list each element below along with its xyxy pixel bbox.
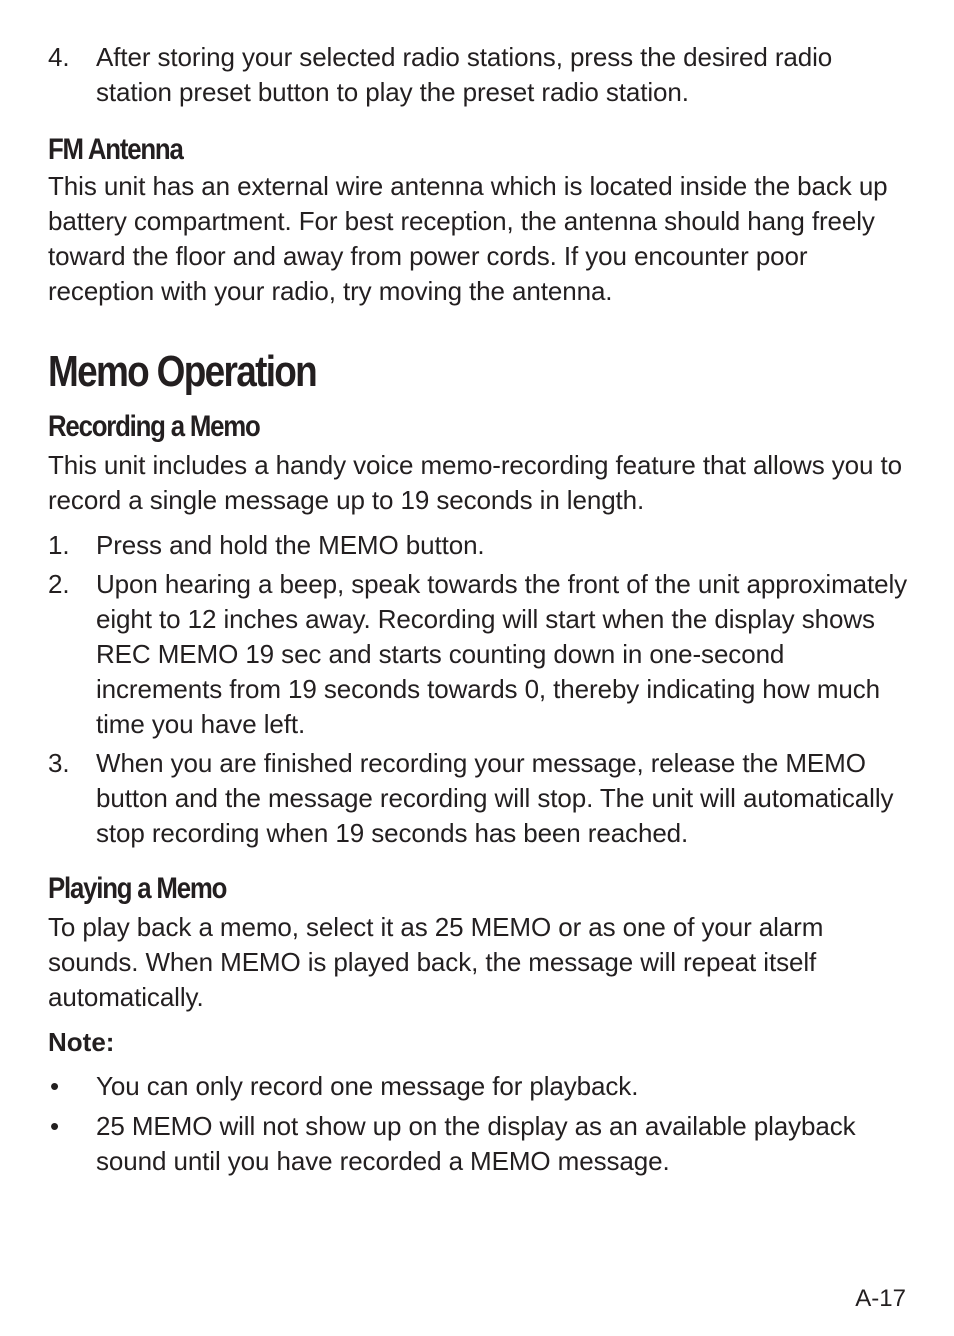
note-text: You can only record one message for playback.	[96, 1071, 639, 1101]
step-number: 3.	[48, 748, 70, 778]
list-item	[48, 40, 908, 110]
bullet-icon: •	[50, 1111, 60, 1141]
step-text: When you are finished recording your message, release the MEMO button and the message recording will stop. The unit will automatically stop recording when 19 seconds has been reached.	[96, 748, 894, 848]
recording-memo-heading: Recording a Memo	[48, 410, 260, 443]
step-number: 2.	[48, 569, 70, 599]
step-text: Press and hold the MEMO button.	[96, 530, 485, 560]
bullet-icon: •	[50, 1071, 60, 1101]
intro-step-list	[48, 40, 908, 110]
memo-operation-heading: Memo Operation	[48, 347, 317, 396]
page-number: A-17	[855, 1285, 906, 1312]
recording-step-list	[48, 528, 908, 851]
playing-memo-body: To play back a memo, select it as 25 MEMO or as one of your alarm sounds. When MEMO is played back, the message will repeat itself automatically.	[48, 912, 824, 1012]
recording-memo-body: This unit includes a handy voice memo-recording feature that allows you to record a single message up to 19 seconds in length.	[48, 450, 902, 515]
manual-page	[48, 40, 908, 1179]
note-text: 25 MEMO will not show up on the display as an available playback sound until you have recorded a MEMO message.	[96, 1111, 856, 1176]
step-number: 4.	[48, 42, 70, 72]
list-item	[48, 567, 908, 742]
fm-antenna-body: This unit has an external wire antenna which is located inside the back up battery compartment. For best reception, the antenna should hang freely toward the floor and away from power cords. If you encounter poor reception with your radio, try moving the antenna.	[48, 171, 888, 306]
list-item	[48, 1069, 908, 1104]
step-text: Upon hearing a beep, speak towards the front of the unit approximately eight to 12 inches away. Recording will start when the display shows REC MEMO 19 sec and starts counting down in one-second increments from 19 seconds towards 0, thereby indicating how much time you have left.	[96, 569, 908, 739]
note-label: Note:	[48, 1027, 115, 1057]
step-number: 1.	[48, 530, 70, 560]
playing-memo-heading: Playing a Memo	[48, 872, 227, 905]
fm-antenna-heading: FM Antenna	[48, 133, 183, 166]
step-text: After storing your selected radio stations, press the desired radio station preset button to play the preset radio station.	[96, 42, 833, 107]
list-item	[48, 746, 908, 851]
note-bullet-list	[48, 1069, 908, 1179]
list-item	[48, 528, 908, 563]
list-item	[48, 1109, 908, 1179]
